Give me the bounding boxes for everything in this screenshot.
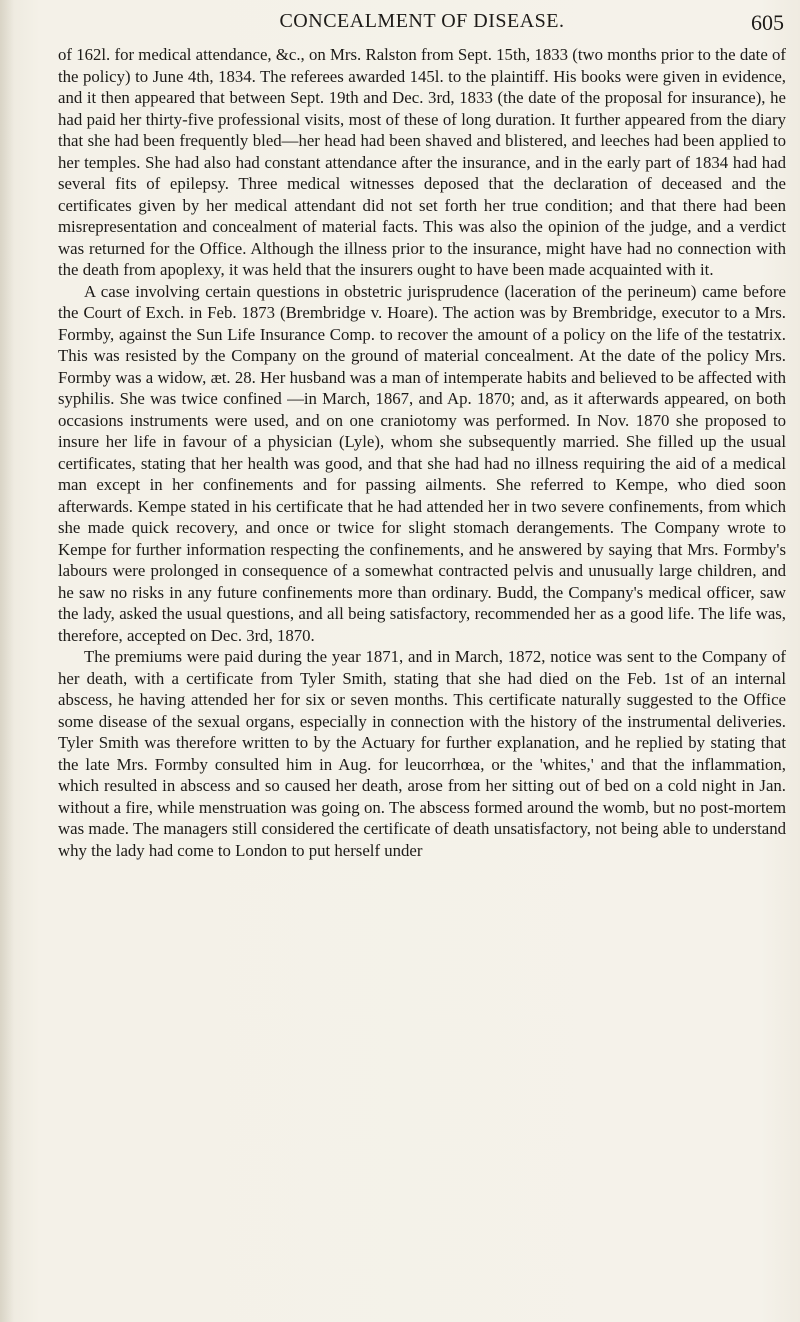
body-text (58, 44, 786, 861)
page-number: 605 (751, 10, 784, 35)
gutter-shadow (0, 0, 14, 1322)
running-head (60, 10, 784, 40)
paragraph-premiums-death: The premiums were paid during the year 1871, and in March, 1872, notice was sent to the Company of her death, with a certificate from Tyler Smith, stating that she had died on the Feb. 1st of an internal abscess, he having attended her for six or seven months. This certificate naturally suggested to the Office some disease of the sexual organs, especially in connection with the history of the instrumental deliveries. Tyler Smith was therefore written to by the Actuary for further explanation, and he replied by stating that the late Mrs. Formby consulted him in Aug. for leucorrhœa, or the 'whites,' and that the inflammation, which resulted in abscess and so caused her death, arose from her sitting out of bed on a cold night in Jan. without a fire, while menstruation was going on. The abscess formed around the womb, but no post-mortem was made. The managers still considered the certificate of death unsatisfactory, not being able to understand why the lady had come to London to put herself under (58, 647, 786, 860)
paragraph-continuation: of 162l. for medical attendance, &c., on Mrs. Ralston from Sept. 15th, 1833 (two months prior to the date of the policy) to June 4th, 1834. The referees awarded 145l. to the plaintiff. His books were given in evidence, and it then appeared that between Sept. 19th and Dec. 3rd, 1833 (the date of the proposal for insurance), he had paid her thirty-five professional visits, most of these of long duration. It further appeared from the diary that she had been frequently bled—her head had been shaved and blistered, and leeches had been applied to her temples. She had also had constant attendance after the insurance, and in the early part of 1834 had had several fits of epilepsy. Three medical witnesses deposed that the declaration of deceased and the certificates given by her medical attendant did not set forth her true condition; and that there had been misrepresentation and concealment of material facts. This was also the opinion of the judge, and a verdict was returned for the Office. Although the illness prior to the insurance, might have had no connection with the death from apoplexy, it was held that the insurers ought to have been made acquainted with it. (58, 45, 786, 279)
paragraph-brembridge-case: A case involving certain questions in obstetric jurisprudence (laceration of the perineum) came before the Court of Exch. in Feb. 1873 (Brembridge v. Hoare). The action was by Brembridge, executor to a Mrs. Formby, against the Sun Life Insurance Comp. to recover the amount of a policy on the life of the testatrix. This was resisted by the Company on the ground of material concealment. At the date of the policy Mrs. Formby was a widow, æt. 28. Her husband was a man of intemperate habits and believed to be affected with syphilis. She was twice confined —in March, 1867, and Ap. 1870; and, as it afterwards appeared, on both occasions instruments were used, and on one craniotomy was performed. In Nov. 1870 she proposed to insure her life in favour of a physician (Lyle), whom she subsequently married. She filled up the usual certificates, stating that her health was good, and that she had had no illness requiring the aid of a medical man except in her confinements and for passing ailments. She referred to Kempe, who died soon afterwards. Kempe stated in his certificate that he had attended her in two severe confinements, from which she made quick recovery, and once or twice for slight stomach derangements. The Company wrote to Kempe for further information respecting the confinements, and he answered by saying that Mrs. Formby's labours were prolonged in consequence of a somewhat contracted pelvis and unusually large children, and he saw no risks in any future confinements more than ordinary. Budd, the Company's medical officer, saw the lady, asked the usual questions, and all being satisfactory, recommended her as a good life. The life was, therefore, accepted on Dec. 3rd, 1870. (58, 281, 786, 645)
running-title: CONCEALMENT OF DISEASE. (279, 10, 565, 32)
